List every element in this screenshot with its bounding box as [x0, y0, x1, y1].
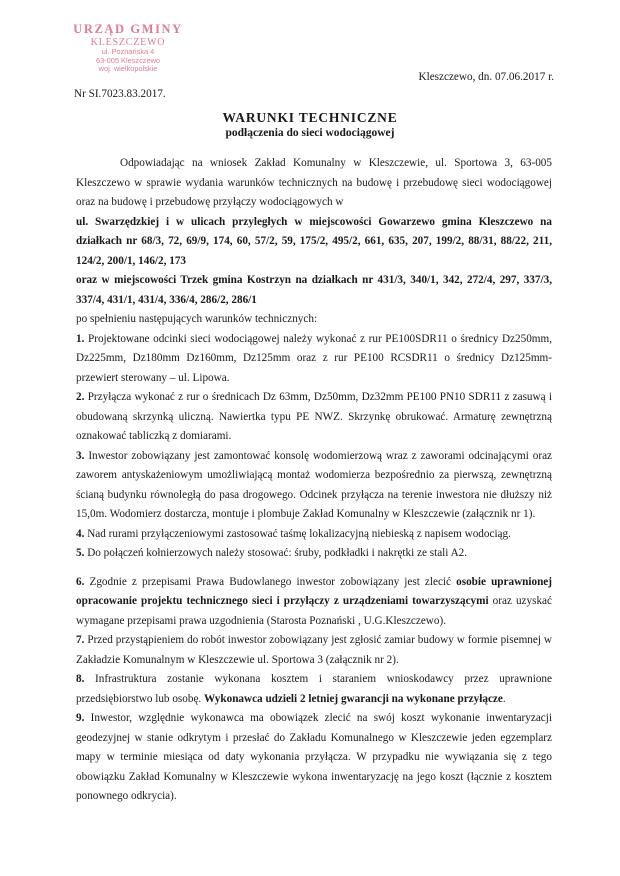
condition-number: 5. — [76, 547, 85, 559]
location-gowarzewo: ul. Swarzędzkiej i w ulicach przyległych w miejscowości Gowarzewo gmina Kleszczewo na działkach nr 68/3, 72, 69/9, 174, 60, 57/2, 59, 175/2, 495/2, 661, 635, 207, 199/2, 88/31, 88/22, 211, 124/2, 200/1, 146/2, 173 — [76, 215, 552, 267]
condition-2 — [76, 388, 552, 447]
condition-9 — [76, 709, 552, 807]
condition-number: 8. — [76, 673, 85, 685]
condition-text: Zgodnie z przepisami Prawa Budowlanego inwestor zobowiązany jest zlecić — [84, 575, 457, 588]
location-trzek: oraz w miejscowości Trzek gmina Kostrzyn na działkach nr 431/3, 340/1, 342, 272/4, 297, 337/3, 337/4, 431/1, 431/4, 336/4, 286/2, 286/1 — [76, 274, 552, 306]
condition-number: 7. — [76, 634, 85, 646]
document-title: WARUNKI TECHNICZNE — [222, 110, 398, 125]
condition-text: Infrastruktura zostanie wykonana kosztem i staraniem wnioskodawcy przez uprawnione przedsiębiorstwo lub osobę. — [76, 673, 552, 705]
condition-text: Inwestor, względnie wykonawca ma obowiązek zlecić na swój koszt wykonanie inwentaryzacji geodezyjnej w stanie odkrytym i przesłać do Zakładu Komunalnego w Kleszczewie jeden egzemplarz mapy w terminie miesiąca od daty wykonania przyłącza. W przypadku nie wywiązania się z tego obowiązku Zakład Komunalny w Kleszczewie wykona inwentaryzację na jego koszt (łącznie z kosztem ponownego odkrycia). — [76, 712, 552, 802]
condition-5 — [76, 544, 552, 564]
condition-text: Przyłącza wykonać z rur o średnicach Dz 63mm, Dz50mm, Dz32mm PE100 PN10 SDR11 z zasuwą i obudowaną skrzynką uliczną. Nawiertka typu PE NWZ. Skrzynkę obrukować. Armaturę zewnętrzną oznakować tabliczką z domiarami. — [76, 391, 552, 442]
document-body — [76, 154, 552, 807]
condition-number: 9. — [76, 712, 85, 724]
stamp-office-name: URZĄD GMINY — [73, 22, 183, 36]
condition-text: Nad rurami przyłączeniowymi zastosować taśmę lokalizacyjną niebieską z napisem wodociąg. — [84, 527, 511, 540]
condition-number: 3. — [76, 449, 85, 462]
condition-3 — [76, 447, 552, 525]
condition-text: oraz uzyskać wymagane przepisami prawa uzgodnienia (Starosta Poznański , U.G.Kleszczewo). — [76, 595, 552, 627]
condition-text: Inwestor zobowiązany jest zamontować konsolę wodomierzową wraz z zaworami odcinającymi oraz zaworem antyskażeniowym umożliwiającą montaż wodomierza bezpośrednio za pierwszą, zewnętrzną ścianą budynku równoległą do pasa drogowego. Odcinek przyłącza na terenie inwestora nie dłuższy niż 15,0m. Wodomierz dostarcza, montuje i plombuje Zakład Komunalny w Kleszczewie (załącznik nr 1). — [76, 449, 552, 520]
condition-6 — [76, 573, 552, 632]
condition-text: . — [502, 692, 506, 705]
stamp-region: woj. wielkopolskie — [98, 64, 158, 73]
condition-number: 2. — [76, 391, 85, 403]
stamp-town: KLESZCZEWO — [90, 37, 166, 48]
condition-text: Przed przystąpieniem do robót inwestor zobowiązany jest zgłosić zamiar budowy w formie pisemnej w Zakładzie Komunalnym w Kleszczewie ul. Sportowa 3 (załącznik nr 2). — [76, 634, 552, 666]
condition-emphasis: Wykonawca udzieli 2 letniej gwarancji na wykonane przyłącze — [204, 692, 503, 705]
reference-number: Nr SI.7023.83.2017. — [74, 88, 166, 100]
condition-4 — [76, 525, 552, 545]
paragraph-gap — [76, 564, 552, 573]
stamp-street: ul. Poznańska 4 — [101, 47, 155, 56]
condition-7 — [76, 631, 552, 670]
stamp-postal: 63-005 Kleszczewo — [95, 55, 161, 65]
condition-number: 4. — [76, 527, 85, 540]
condition-1 — [76, 330, 552, 389]
conditions-intro: po spełnieniu następujących warunków technicznych: — [76, 313, 318, 325]
document-date: Kleszczewo, dn. 07.06.2017 r. — [418, 71, 554, 83]
condition-text: Projektowane odcinki sieci wodociągowej należy wykonać z rur PE100SDR11 o średnicy Dz250mm, Dz225mm, Dz180mm Dz160mm, Dz125mm oraz z rur PE100 RCSDR11 o średnicy Dz125mm-przewiert sterowany – ul. Lipowa. — [76, 332, 552, 384]
condition-number: 6. — [76, 575, 85, 588]
intro-paragraph: Odpowiadając na wniosek Zakład Komunalny w Kleszczewie, ul. Sportowa 3, 63-005 Kleszczewo w sprawie wydania warunków technicznych na budowę i przebudowę sieci wodociągowej oraz na budowę i przebudowę przyłączy wodociągowych w — [76, 157, 552, 208]
office-stamp — [58, 22, 198, 74]
condition-emphasis: osobie uprawnionej opracowanie projektu technicznego sieci i przyłączy z urządzeniami towarzyszącymi — [76, 575, 552, 607]
document-subtitle: podłączenia do sieci wodociągowej — [225, 127, 395, 139]
condition-number: 1. — [76, 332, 85, 345]
condition-text: Do połączeń kołnierzowych należy stosować: śruby, podkładki i nakrętki ze stali A2. — [84, 547, 468, 559]
condition-8 — [76, 670, 552, 709]
